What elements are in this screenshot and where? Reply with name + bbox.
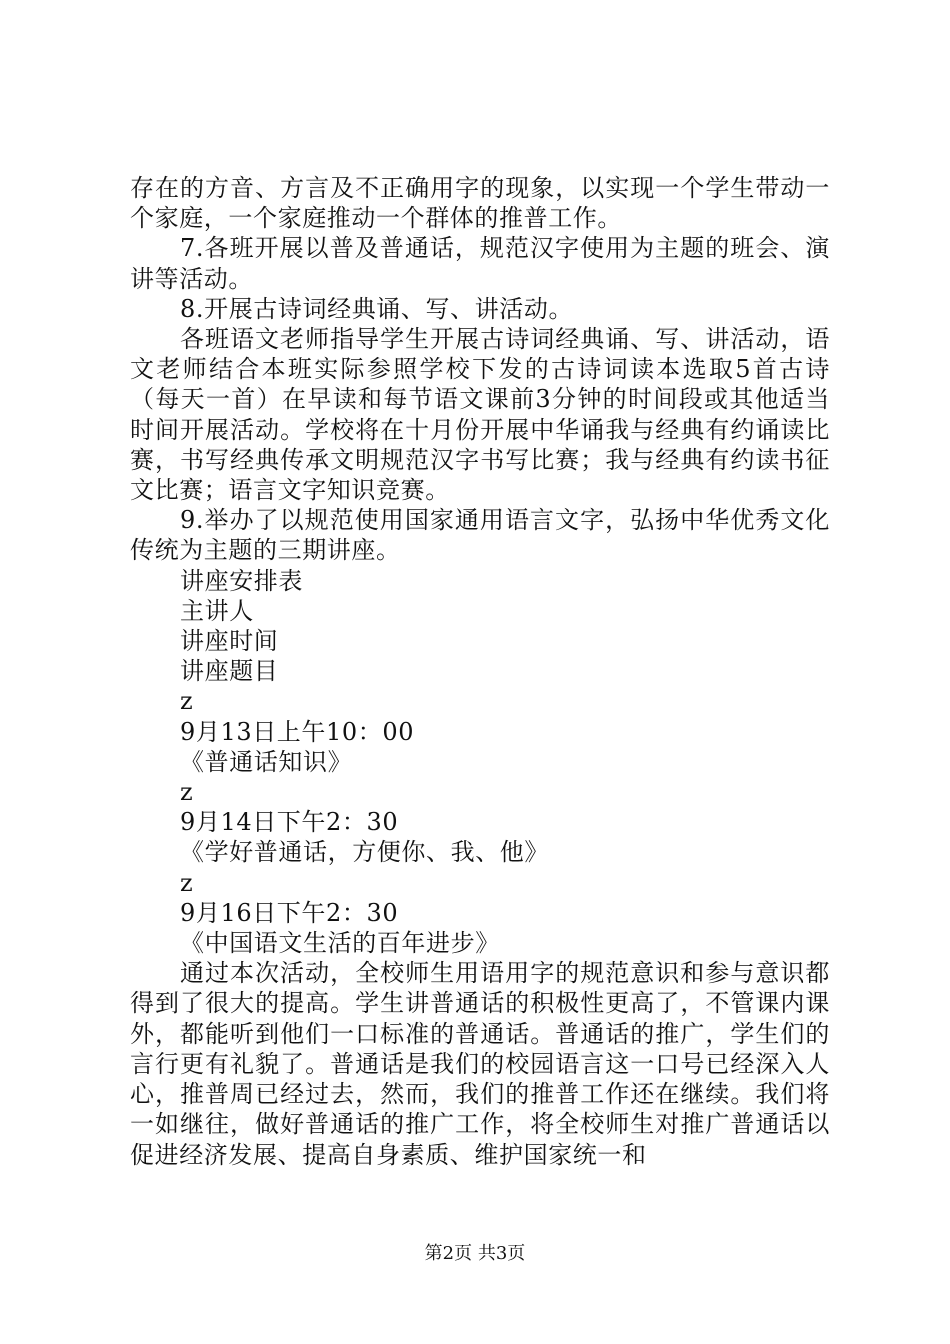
- paragraph-item-8: 8.开展古诗词经典诵、写、讲活动。: [180, 294, 574, 323]
- table-cell-time: 9月14日下午2：30: [180, 808, 399, 837]
- table-cell-speaker: z: [180, 778, 194, 807]
- page-number-footer: 第2页 共3页: [424, 1243, 526, 1264]
- paragraph-item-8-detail: 各班语文老师指导学生开展古诗词经典诵、写、讲活动，语文老师结合本班实际参照学校下发的古诗词读本选取5首古诗（每天一首）在早读和每节语文课前3分钟的时间段或其他适当时间开展活动。学校将在十月份开展中华诵我与经典有约诵读比赛，书写经典传承文明规范汉字书写比赛；我与经典有约读书征文比赛；语言文字知识竞赛。: [130, 325, 830, 505]
- table-header-speaker: 主讲人: [180, 596, 254, 625]
- table-cell-topic: 《普通话知识》: [180, 747, 353, 776]
- table-header-topic: 讲座题目: [180, 657, 279, 686]
- paragraph-item-9: 9.举办了以规范使用国家通用语言文字，弘扬中华优秀文化传统为主题的三期讲座。: [130, 506, 830, 565]
- paragraph-continuation: 存在的方音、方言及不正确用字的现象，以实现一个学生带动一个家庭，一个家庭推动一个群体的推普工作。: [130, 174, 830, 233]
- paragraph-item-7: 7.各班开展以普及普通话，规范汉字使用为主题的班会、演讲等活动。: [130, 234, 830, 293]
- table-cell-speaker: z: [180, 687, 194, 716]
- table-title: 讲座安排表: [180, 566, 303, 595]
- document-body: [130, 173, 830, 1170]
- table-cell-topic: 《学好普通话，方便你、我、他》: [180, 838, 549, 867]
- table-cell-speaker: z: [180, 868, 194, 897]
- table-header-time: 讲座时间: [180, 627, 279, 656]
- table-cell-time: 9月13日上午10：00: [180, 717, 415, 746]
- paragraph-conclusion: 通过本次活动，全校师生用语用字的规范意识和参与意识都得到了很大的提高。学生讲普通话的积极性更高了，不管课内课外，都能听到他们一口标准的普通话。普通话的推广，学生们的言行更有礼貌了。普通话是我们的校园语言这一口号已经深入人心，推普周已经过去，然而，我们的推普工作还在继续。我们将一如继往，做好普通话的推广工作，将全校师生对推广普通话以促进经济发展、提高自身素质、维护国家统一和: [130, 959, 830, 1169]
- table-cell-time: 9月16日下午2：30: [180, 898, 399, 927]
- table-cell-topic: 《中国语文生活的百年进步》: [180, 929, 500, 958]
